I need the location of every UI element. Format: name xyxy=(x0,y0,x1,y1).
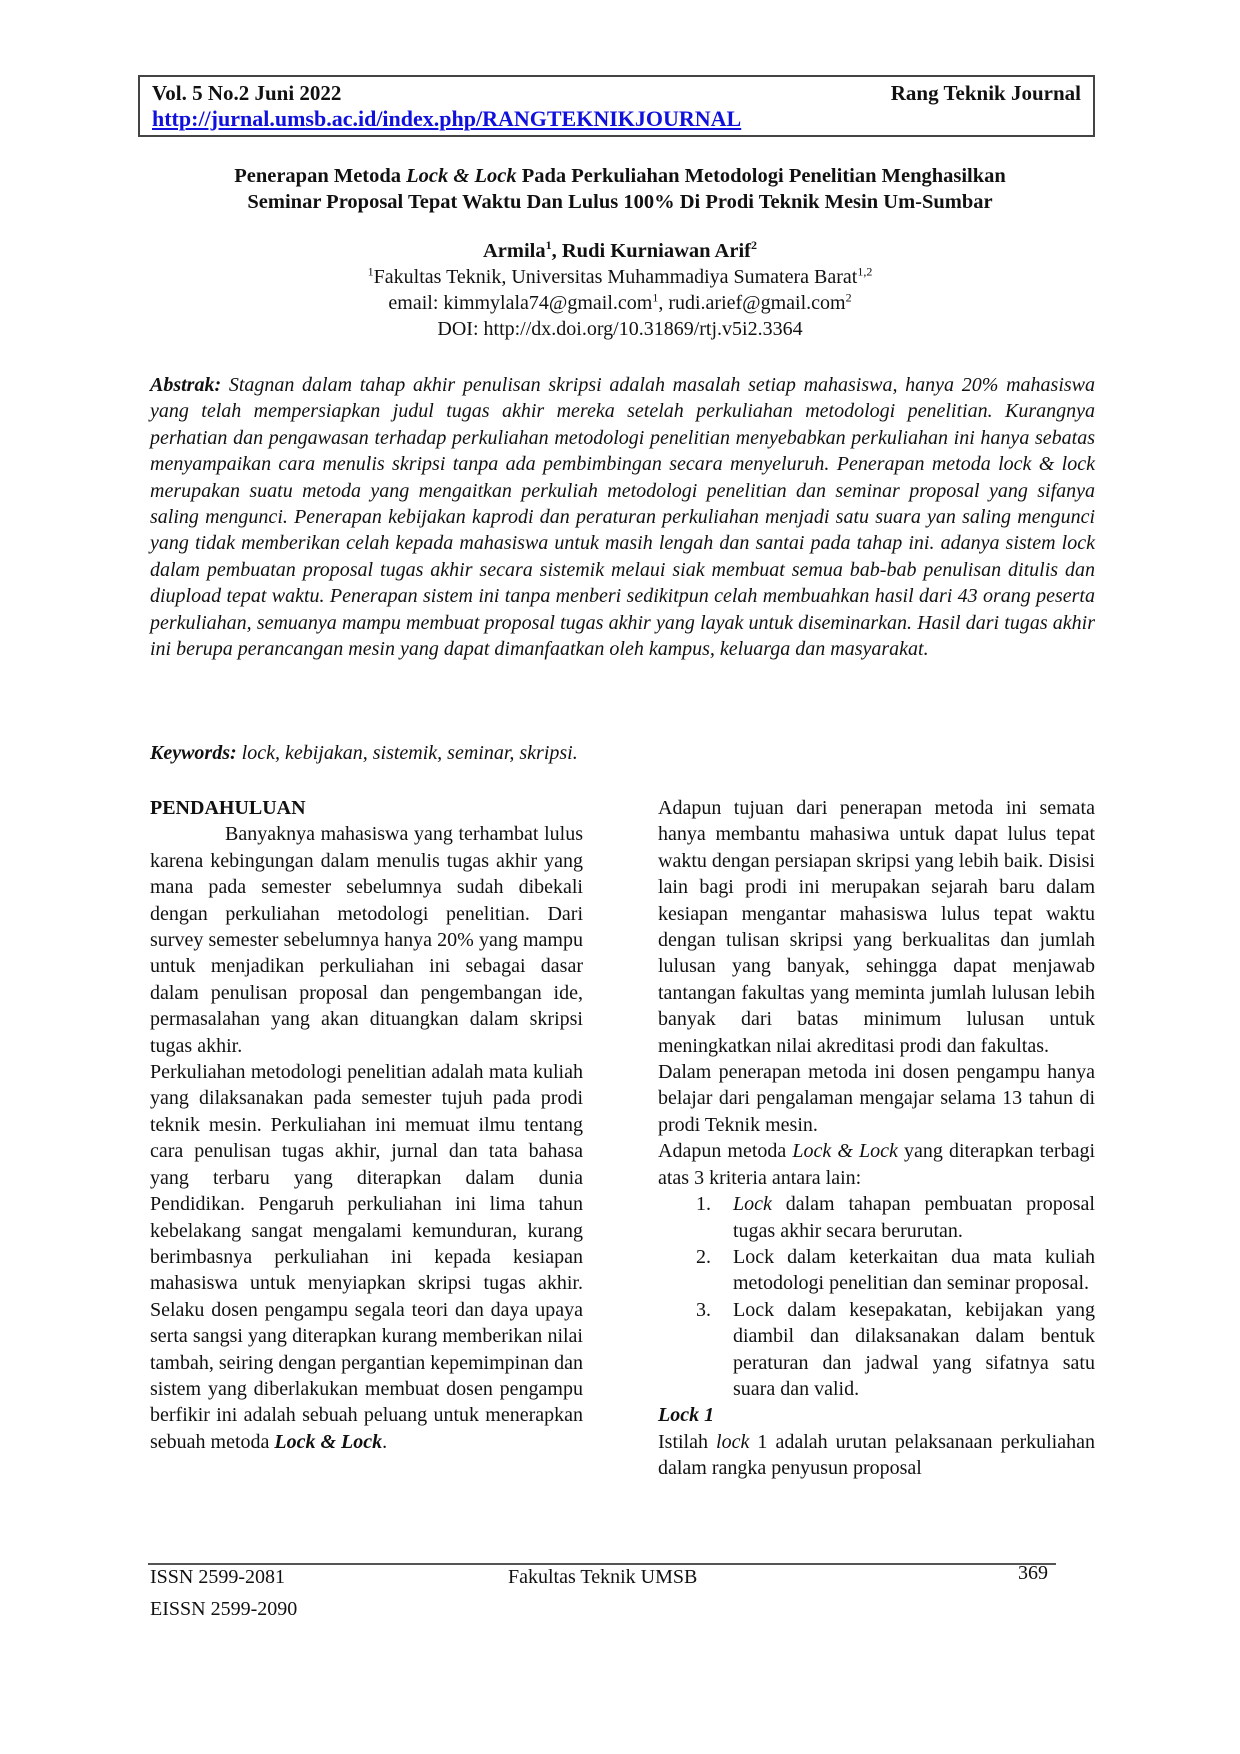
paragraph-text: 1 adalah urutan pelaksanaan perkuliahan dalam rangka penyusun proposal xyxy=(658,1430,1095,1480)
affil-sup: 1 xyxy=(367,264,374,279)
doi[interactable]: DOI: http://dx.doi.org/10.31869/rtj.v5i2.3364 xyxy=(437,318,803,340)
title-emph: & xyxy=(448,165,475,187)
journal-url-link[interactable]: http://jurnal.umsb.ac.id/index.php/RANGTEKNIKJOURNAL xyxy=(152,106,742,131)
author-name: Armila xyxy=(483,240,546,262)
criteria-list xyxy=(658,1191,1095,1402)
separator: , xyxy=(658,292,669,314)
list-number: 2. xyxy=(696,1245,711,1268)
volume-info: Vol. 5 No.2 Juni 2022 xyxy=(152,81,342,105)
emphasis: lock xyxy=(716,1430,750,1453)
title-text: Penerapan Metoda xyxy=(234,165,407,187)
criteria-text: Lock dalam keterkaitan dua mata kuliah metodologi penelitian dan seminar proposal. xyxy=(733,1245,1095,1295)
email-label: email: xyxy=(388,292,444,314)
journal-name: Rang Teknik Journal xyxy=(890,81,1081,105)
abstract xyxy=(150,372,1095,662)
page-number: 369 xyxy=(1018,1562,1048,1584)
affiliation xyxy=(150,264,1090,290)
affiliation-text: Fakultas Teknik, Universitas Muhammadiya Sumatera Barat xyxy=(373,266,858,288)
paragraph: Adapun tujuan dari penerapan metoda ini semata hanya membantu mahasiwa untuk dapat lulus tepat waktu dengan persiapan skripsi yang lebih baik. Disisi lain bagi prodi ini merupakan sejarah baru dalam kesiapan mengantar mahasiswa lulus tepat waktu dengan tulisan skripsi yang berkualitas dan jumlah lulusan yang banyak, sehingga dapat menjawab tantangan fakultas yang meminta jumlah lulusan lebih banyak dari batas minimum lulusan untuk meningkatkan nilai akreditasi prodi dan fakultas. xyxy=(658,797,1095,1057)
email-sup: 2 xyxy=(845,290,852,305)
issn: ISSN 2599-2081 xyxy=(150,1566,286,1588)
journal-header xyxy=(138,75,1095,137)
right-column xyxy=(658,795,1095,1482)
email-sup: 1 xyxy=(652,290,659,305)
email-2[interactable]: rudi.arief@gmail.com xyxy=(668,292,846,314)
emphasis: Lock xyxy=(733,1193,772,1216)
paragraph-text: yang diterapkan terbagi atas 3 kriteria antara lain: xyxy=(658,1140,1096,1189)
title-text: Pada Perkuliahan Metodologi Penelitian Menghasilkan xyxy=(516,165,1006,187)
list-number: 3. xyxy=(696,1298,711,1321)
criteria-text: Lock dalam kesepakatan, kebijakan yang diambil dan dilaksanakan dalam bentuk peraturan dan jadwal yang sifatnya satu suara dan valid. xyxy=(733,1298,1095,1400)
footer-faculty: Fakultas Teknik UMSB xyxy=(508,1566,698,1588)
affil-sup: 1,2 xyxy=(857,264,873,279)
author-list xyxy=(150,240,1090,263)
list-number: 1. xyxy=(696,1193,711,1216)
paragraph: Banyaknya mahasiswa yang terhambat lulus karena kebingungan dalam menulis tugas akhir yang mana pada semester sebelumnya sudah dibekali dengan perkuliahan metodologi penelitian. Dari survey semester sebelumnya hanya 20% yang mampu untuk menjadikan perkuliahan ini sebagai dasar dalam penulisan proposal dan pengembangan ide, permasalahan yang akan dituangkan dalam skripsi tugas akhir. xyxy=(150,823,583,1057)
paragraph-text: Adapun metoda xyxy=(658,1140,793,1163)
emphasis: Lock & Lock xyxy=(274,1430,383,1453)
title-emph: Lock xyxy=(474,165,517,187)
criteria-text: dalam tahapan pembuatan proposal tugas akhir secara berurutan. xyxy=(733,1193,1095,1242)
keywords xyxy=(150,742,1095,765)
abstract-text: Stagnan dalam tahap akhir penulisan skripsi adalah masalah setiap mahasiswa, hanya 20% mahasiswa yang telah mempersiapkan judul tugas akhir mereka setelah perkuliahan metodologi penelitian. Kurangnya perhatian dan pengawasan terhadap perkuliahan metodologi penelitian menyebabkan perkuliahan ini hanya sebatas menyampaikan cara menulis skripsi tanpa ada pembimbingan secara menyeluruh. Penerapan metoda lock & lock merupakan suatu metoda yang mengaitkan perkuliah metodologi penelitian dan seminar proposal yang sifanya saling mengunci. Penerapan kebijakan kaprodi dan peraturan perkuliahan menjadi satu suara yan saling mengunci yang tidak memberikan celah kepada mahasiswa untuk masih lengah dan santai pada tahap ini. adanya sistem lock dalam pembuatan proposal tugas akhir secara sistemik melaui siak membuat semua bab-bab penulisan ditulis dan diupload tepat waktu. Penerapan sistem ini tanpa menberi sedikitpun celah membuahkan hasil dari 43 orang peserta perkuliahan, semuanya mampu membuat proposal tugas akhir yang layak untuk diseminarkan. Hasil dari tugas akhir ini berupa perancangan mesin yang dapat dimanfaatkan oleh kampus, keluarga dan masyarakat. xyxy=(150,374,1095,661)
paragraph xyxy=(658,1429,1095,1482)
author-sup: 1 xyxy=(545,238,552,253)
section-title: PENDAHULUAN xyxy=(150,797,306,819)
title-emph: Lock xyxy=(406,165,449,187)
keywords-label: Keywords: xyxy=(150,742,237,764)
paragraph-text: Istilah xyxy=(658,1430,717,1453)
separator: , xyxy=(551,240,562,262)
left-column xyxy=(150,795,583,1455)
title-line-2: Seminar Proposal Tepat Waktu Dan Lulus 100% Di Prodi Teknik Mesin Um-Sumbar xyxy=(247,191,993,213)
email-line xyxy=(150,290,1090,316)
abstract-label: Abstrak: xyxy=(150,374,222,396)
paragraph-text: Perkuliahan metodologi penelitian adalah mata kuliah yang dilaksanakan pada semester tujuh pada prodi teknik mesin. Perkuliahan ini memuat ilmu tentang cara penulisan tugas akhir, jurnal dan tata bahasa yang terbaru yang diterapkan dalam dunia Pendidikan. Pengaruh perkuliahan ini lima tahun kebelakang sangat mengalami kemunduran, kurang berimbasnya perkuliahan ini kepada kesiapan mahasiswa untuk menyiapkan skripsi tugas akhir. Selaku dosen pengampu segala teori dan daya upaya serta sangsi yang diterapkan kurang memberikan nilai tambah, seiring dengan pergantian kepemimpinan dan sistem yang diberlakukan membuat dosen pengampu berfikir ini adalah sebuah peluang untuk menerapkan sebuah metoda xyxy=(150,1061,583,1453)
eissn: EISSN 2599-2090 xyxy=(150,1598,298,1620)
paragraph-text: . xyxy=(382,1430,388,1453)
paper-title xyxy=(150,163,1090,215)
affiliation-block xyxy=(150,264,1090,342)
email-1[interactable]: kimmylala74@gmail.com xyxy=(443,292,653,314)
criteria-item xyxy=(658,1191,1095,1244)
author-sup: 2 xyxy=(750,238,757,253)
author-name: Rudi Kurniawan Arif xyxy=(561,240,751,262)
subsection-title: Lock 1 xyxy=(658,1404,715,1427)
emphasis: Lock & Lock xyxy=(792,1140,898,1163)
paragraph: Dalam penerapan metoda ini dosen pengampu hanya belajar dari pengalaman mengajar selama 13 tahun di prodi Teknik mesin. xyxy=(658,1061,1095,1136)
paragraph xyxy=(658,1138,1095,1191)
criteria-item xyxy=(658,1244,1095,1297)
keywords-text: lock, kebijakan, sistemik, seminar, skripsi. xyxy=(236,742,578,764)
criteria-item xyxy=(658,1297,1095,1403)
footer-divider xyxy=(148,1563,1056,1565)
paragraph xyxy=(150,1059,583,1455)
